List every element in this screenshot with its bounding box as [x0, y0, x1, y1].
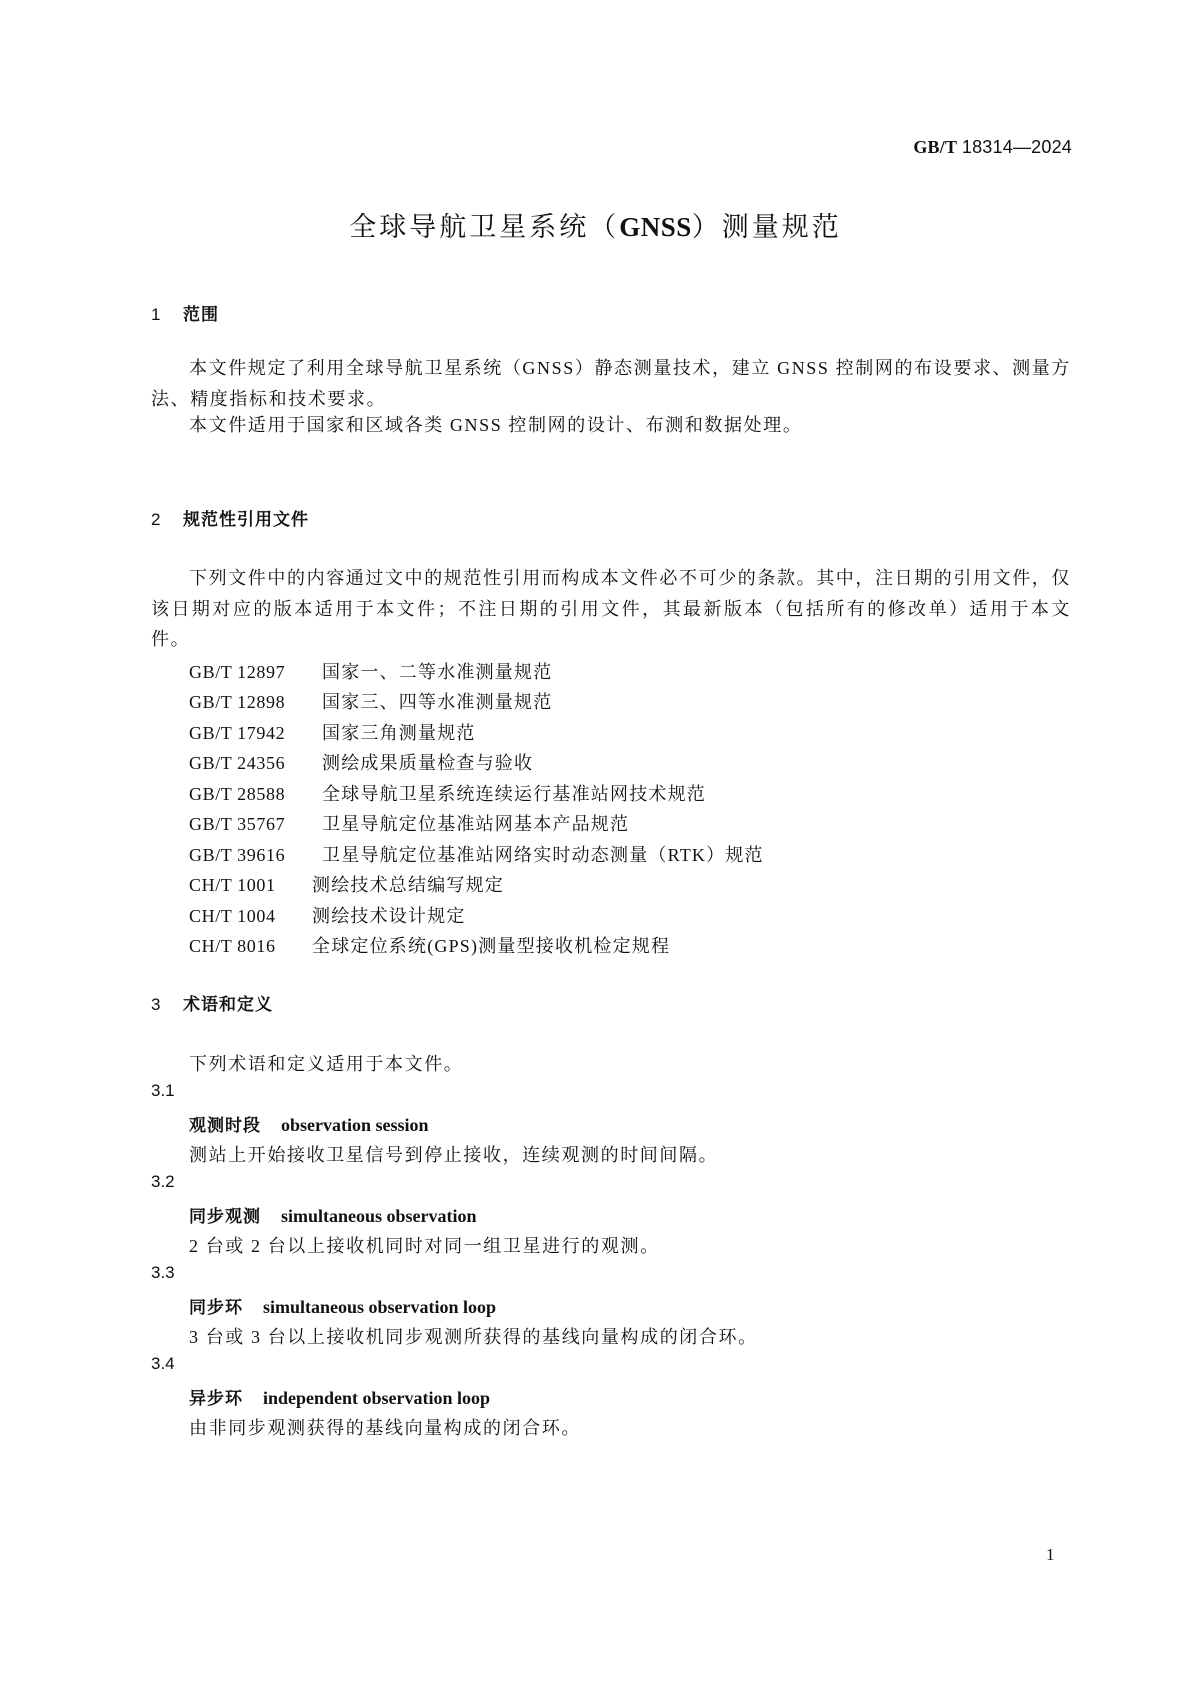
term-definition: 由非同步观测获得的基线向量构成的闭合环。 — [189, 1418, 581, 1438]
reference-item — [189, 749, 533, 775]
reference-code: GB/T 24356 — [189, 753, 286, 773]
reference-item — [189, 810, 629, 836]
standard-number — [913, 137, 1072, 158]
reference-code: GB/T 12897 — [189, 662, 286, 682]
reference-code: GB/T 12898 — [189, 692, 286, 712]
term-name — [189, 1111, 429, 1136]
title-en: GNSS — [619, 212, 692, 242]
term-en: observation session — [281, 1115, 429, 1135]
reference-item — [189, 688, 552, 714]
reference-title: 国家三角测量规范 — [322, 723, 476, 743]
reference-code: GB/T 35767 — [189, 814, 286, 834]
title-part2: ）测量规范 — [691, 212, 842, 243]
term-en: independent observation loop — [263, 1388, 491, 1408]
reference-code: GB/T 39616 — [189, 845, 286, 865]
title-part1: 全球导航卫星系统（ — [349, 212, 620, 243]
reference-title: 测绘技术设计规定 — [312, 906, 466, 926]
term-definition: 测站上开始接收卫星信号到停止接收，连续观测的时间间隔。 — [189, 1145, 719, 1165]
reference-item — [189, 871, 504, 897]
reference-title: 全球导航卫星系统连续运行基准站网技术规范 — [322, 784, 706, 804]
term-definition: 2 台或 2 台以上接收机同时对同一组卫星进行的观测。 — [189, 1236, 660, 1256]
term-number: 3.4 — [151, 1354, 175, 1373]
standard-number-value: 18314—2024 — [961, 137, 1072, 157]
section-1-paragraph-2: 本文件适用于国家和区域各类 GNSS 控制网的设计、布测和数据处理。 — [189, 415, 803, 435]
reference-code: CH/T 1004 — [189, 906, 276, 926]
term-zh: 同步观测 — [189, 1207, 261, 1227]
reference-code: CH/T 8016 — [189, 936, 276, 956]
section-title: 范围 — [183, 305, 219, 325]
term-zh: 同步环 — [189, 1298, 243, 1318]
section-title: 术语和定义 — [183, 995, 273, 1015]
reference-item — [189, 902, 466, 928]
reference-item — [189, 841, 764, 867]
section-title: 规范性引用文件 — [183, 510, 309, 530]
reference-code: GB/T 28588 — [189, 784, 286, 804]
section-number: 2 — [151, 510, 162, 529]
term-definition: 3 台或 3 台以上接收机同步观测所获得的基线向量构成的闭合环。 — [189, 1327, 758, 1347]
section-1-paragraph-1: 本文件规定了利用全球导航卫星系统（GNSS）静态测量技术，建立 GNSS 控制网的布设要求、测量方法、精度指标和技术要求。 — [151, 358, 1071, 409]
reference-title: 全球定位系统(GPS)测量型接收机检定规程 — [312, 936, 671, 956]
reference-title: 国家三、四等水准测量规范 — [322, 692, 553, 712]
page-number: 1 — [1046, 1545, 1055, 1564]
reference-code: GB/T 17942 — [189, 723, 286, 743]
reference-item — [189, 719, 476, 745]
section-number: 1 — [151, 305, 162, 324]
term-zh: 异步环 — [189, 1389, 243, 1409]
term-en: simultaneous observation — [281, 1206, 477, 1226]
term-zh: 观测时段 — [189, 1116, 261, 1136]
standard-prefix: GB/T — [913, 137, 958, 157]
reference-item — [189, 658, 552, 684]
term-name — [189, 1202, 477, 1227]
reference-title: 卫星导航定位基准站网络实时动态测量（RTK）规范 — [322, 845, 764, 865]
document-title — [0, 205, 1191, 244]
section-3-heading — [151, 990, 273, 1015]
section-2-heading — [151, 505, 309, 530]
reference-code: CH/T 1001 — [189, 875, 276, 895]
reference-title: 测绘技术总结编写规定 — [312, 875, 504, 895]
term-number: 3.1 — [151, 1081, 175, 1100]
term-number: 3.3 — [151, 1263, 175, 1282]
section-number: 3 — [151, 995, 162, 1014]
reference-item — [189, 932, 670, 958]
term-en: simultaneous observation loop — [263, 1297, 497, 1317]
reference-title: 测绘成果质量检查与验收 — [322, 753, 534, 773]
reference-item — [189, 780, 706, 806]
term-number: 3.2 — [151, 1172, 175, 1191]
section-3-intro: 下列术语和定义适用于本文件。 — [189, 1054, 464, 1074]
section-1-heading — [151, 300, 219, 325]
term-name — [189, 1293, 496, 1318]
section-2-intro: 下列文件中的内容通过文中的规范性引用而构成本文件必不可少的条款。其中，注日期的引用文件，仅该日期对应的版本适用于本文件；不注日期的引用文件，其最新版本（包括所有的修改单）适用于本文件。 — [151, 568, 1071, 649]
reference-title: 卫星导航定位基准站网基本产品规范 — [322, 814, 630, 834]
reference-title: 国家一、二等水准测量规范 — [322, 662, 553, 682]
term-name — [189, 1384, 490, 1409]
